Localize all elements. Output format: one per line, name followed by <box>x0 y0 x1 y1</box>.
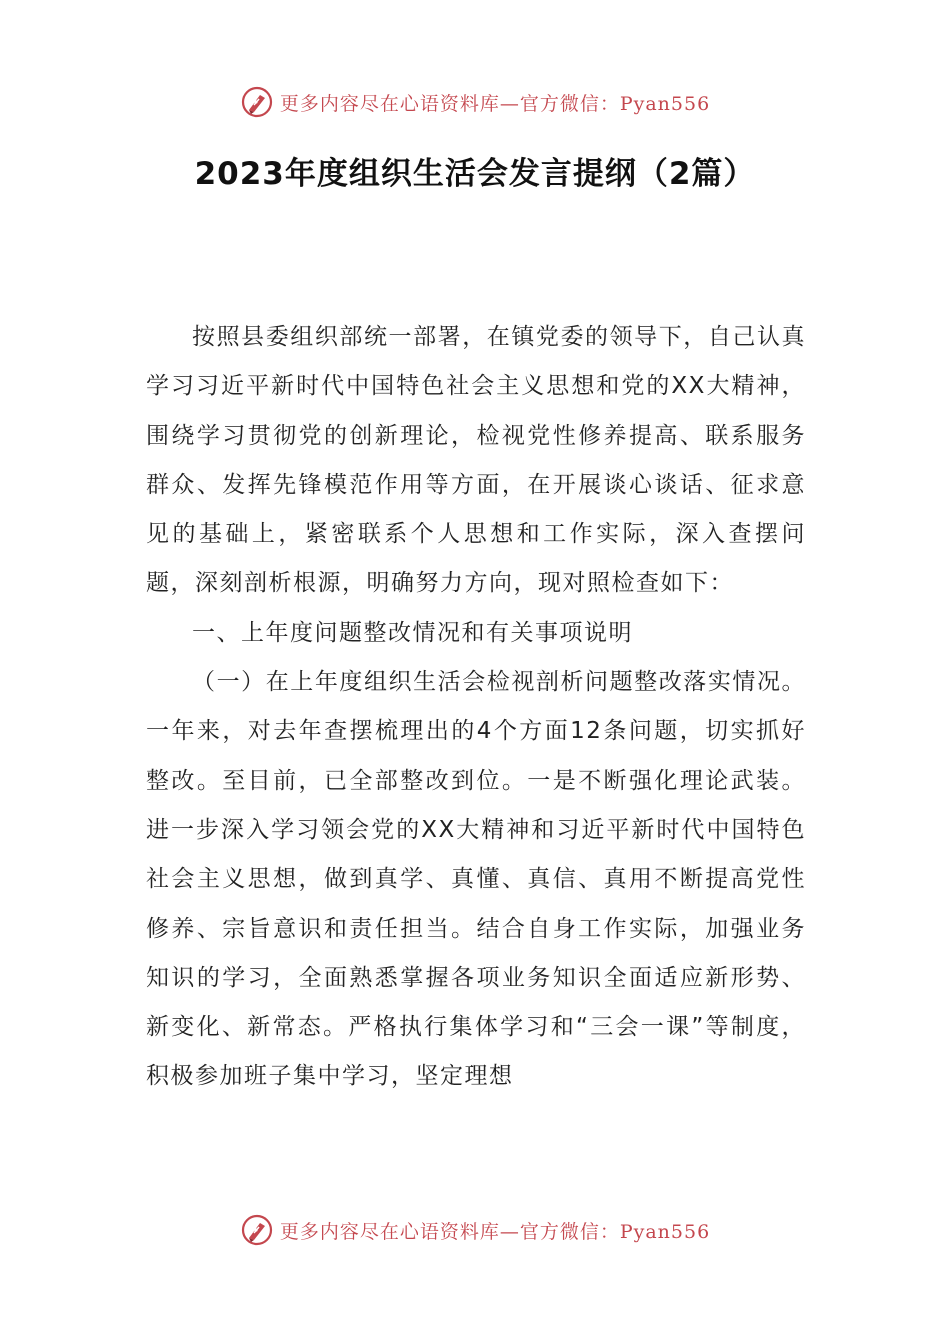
document-title: 2023年度组织生活会发言提纲（2篇） <box>194 156 756 192</box>
section-heading: 一、上年度问题整改情况和有关事项说明 <box>192 619 633 646</box>
banner-text: 更多内容尽在心语资料库—官方微信：Pyan556 <box>279 1220 711 1243</box>
header-banner <box>0 82 950 122</box>
document-body <box>146 313 806 1102</box>
pen-nib-logo-icon <box>240 1213 274 1247</box>
banner-text: 更多内容尽在心语资料库—官方微信：Pyan556 <box>279 92 711 115</box>
subsection-paragraph: （一）在上年度组织生活会检视剖析问题整改落实情况。一年来，对去年查摆梳理出的4个方面12条问题，切实抓好整改。至目前，已全部整改到位。一是不断强化理论武装。进一步深入学习领会党的XX大精神和习近平新时代中国特色社会主义思想，做到真学、真懂、真信、真用不断提高党性修养、宗旨意识和责任担当。结合自身工作实际，加强业务知识的学习，全面熟悉掌握各项业务知识全面适应新形势、新变化、新常态。严格执行集体学习和“三会一课”等制度，积极参加班子集中学习，坚定理想 <box>146 669 806 1090</box>
footer-banner <box>0 1210 950 1250</box>
intro-paragraph: 按照县委组织部统一部署，在镇党委的领导下，自己认真学习习近平新时代中国特色社会主义思想和党的XX大精神，围绕学习贯彻党的创新理论，检视党性修养提高、联系服务群众、发挥先锋模范作用等方面，在开展谈心谈话、征求意见的基础上，紧密联系个人思想和工作实际，深入查摆问题，深刻剖析根源，明确努力方向，现对照检查如下： <box>146 324 806 597</box>
pen-nib-logo-icon <box>240 85 274 119</box>
